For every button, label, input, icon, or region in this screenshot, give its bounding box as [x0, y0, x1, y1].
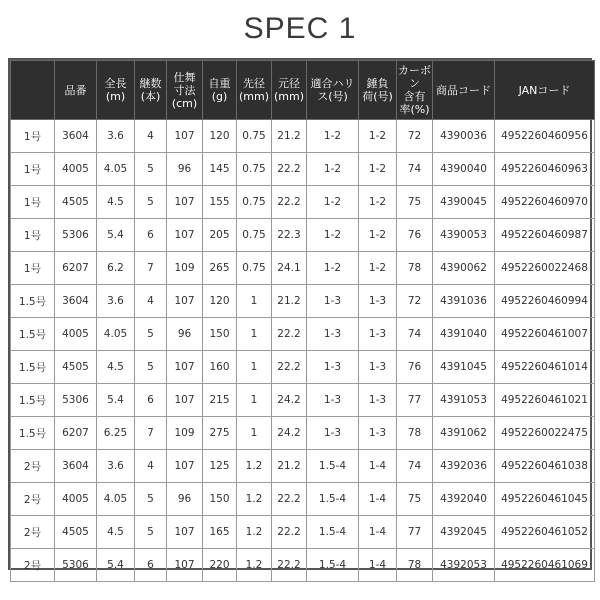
- table-cell: 1-4: [359, 483, 397, 516]
- table-cell: 4391036: [433, 285, 495, 318]
- table-cell: 24.2: [272, 384, 307, 417]
- column-header: 自重 (g): [203, 61, 237, 120]
- table-cell: 6207: [55, 417, 97, 450]
- table-cell: 145: [203, 153, 237, 186]
- table-cell: 7: [135, 252, 167, 285]
- table-cell: 150: [203, 318, 237, 351]
- table-cell: 120: [203, 285, 237, 318]
- table-cell: 165: [203, 516, 237, 549]
- table-cell: 1: [237, 384, 272, 417]
- table-cell: 1-3: [307, 384, 359, 417]
- table-cell: 4391040: [433, 318, 495, 351]
- page-title: SPEC 1: [243, 12, 357, 45]
- table-cell: 155: [203, 186, 237, 219]
- table-cell: 1.5-4: [307, 450, 359, 483]
- table-cell: 1.5号: [11, 318, 55, 351]
- table-cell: 3.6: [97, 120, 135, 153]
- table-cell: 96: [167, 153, 203, 186]
- table-cell: 1-3: [359, 285, 397, 318]
- table-cell: 1号: [11, 120, 55, 153]
- table-cell: 78: [397, 417, 433, 450]
- table-cell: 1-2: [359, 120, 397, 153]
- table-cell: 22.2: [272, 549, 307, 582]
- table-row: [11, 417, 595, 450]
- table-cell: 75: [397, 186, 433, 219]
- table-cell: 1-2: [307, 219, 359, 252]
- table-cell: 21.2: [272, 120, 307, 153]
- table-cell: 6207: [55, 252, 97, 285]
- table-cell: 150: [203, 483, 237, 516]
- table-cell: 76: [397, 219, 433, 252]
- table-row: [11, 153, 595, 186]
- table-cell: 4391045: [433, 351, 495, 384]
- table-cell: 1: [237, 417, 272, 450]
- table-cell: 5: [135, 483, 167, 516]
- table-cell: 1-4: [359, 549, 397, 582]
- table-cell: 107: [167, 351, 203, 384]
- table-cell: 4952260461045: [495, 483, 595, 516]
- table-cell: 1-2: [359, 186, 397, 219]
- table-cell: 1.2: [237, 516, 272, 549]
- table-cell: 3.6: [97, 285, 135, 318]
- table-cell: 96: [167, 483, 203, 516]
- table-cell: 4952260460970: [495, 186, 595, 219]
- table-cell: 1: [237, 318, 272, 351]
- table-row: [11, 516, 595, 549]
- table-cell: 1号: [11, 186, 55, 219]
- table-cell: 21.2: [272, 450, 307, 483]
- table-cell: 1.2: [237, 450, 272, 483]
- table-cell: 0.75: [237, 120, 272, 153]
- table-row: [11, 351, 595, 384]
- table-cell: 1.5号: [11, 285, 55, 318]
- table-cell: 1-3: [359, 351, 397, 384]
- table-cell: 1-4: [359, 450, 397, 483]
- table-cell: 4.05: [97, 153, 135, 186]
- table-row: [11, 384, 595, 417]
- column-header: 仕舞 寸法 (cm): [167, 61, 203, 120]
- table-cell: 1-2: [359, 252, 397, 285]
- table-cell: 76: [397, 351, 433, 384]
- table-cell: 1.5号: [11, 384, 55, 417]
- table-body: [11, 120, 595, 582]
- table-cell: 4: [135, 285, 167, 318]
- table-cell: 21.2: [272, 285, 307, 318]
- table-cell: 74: [397, 318, 433, 351]
- table-cell: 5: [135, 153, 167, 186]
- table-cell: 6.25: [97, 417, 135, 450]
- table-cell: 4952260022468: [495, 252, 595, 285]
- table-cell: 205: [203, 219, 237, 252]
- table-cell: 107: [167, 549, 203, 582]
- table-cell: 4390062: [433, 252, 495, 285]
- table-cell: 2号: [11, 516, 55, 549]
- table-cell: 22.2: [272, 318, 307, 351]
- table-cell: 0.75: [237, 153, 272, 186]
- table-cell: 4505: [55, 516, 97, 549]
- table-cell: 1.5-4: [307, 516, 359, 549]
- table-cell: 120: [203, 120, 237, 153]
- table-cell: 77: [397, 384, 433, 417]
- table-cell: 109: [167, 252, 203, 285]
- table-cell: 3604: [55, 450, 97, 483]
- table-cell: 2号: [11, 483, 55, 516]
- table-cell: 3604: [55, 120, 97, 153]
- table-cell: 3604: [55, 285, 97, 318]
- table-cell: 22.2: [272, 516, 307, 549]
- table-cell: 77: [397, 516, 433, 549]
- table-cell: 4952260461014: [495, 351, 595, 384]
- table-cell: 4952260461007: [495, 318, 595, 351]
- table-cell: 72: [397, 120, 433, 153]
- table-cell: 1-2: [307, 153, 359, 186]
- table-cell: 74: [397, 153, 433, 186]
- table-cell: 4390036: [433, 120, 495, 153]
- table-cell: 4: [135, 120, 167, 153]
- table-cell: 24.2: [272, 417, 307, 450]
- table-cell: 160: [203, 351, 237, 384]
- table-cell: 1-3: [359, 417, 397, 450]
- table-cell: 4390053: [433, 219, 495, 252]
- table-cell: 4.05: [97, 483, 135, 516]
- table-cell: 4952260461052: [495, 516, 595, 549]
- table-cell: 22.2: [272, 153, 307, 186]
- table-cell: 0.75: [237, 186, 272, 219]
- table-cell: 4392053: [433, 549, 495, 582]
- table-cell: 4391062: [433, 417, 495, 450]
- column-header: 元径 (mm): [272, 61, 307, 120]
- column-header: 錘負 荷(号): [359, 61, 397, 120]
- table-cell: 4005: [55, 153, 97, 186]
- table-cell: 1: [237, 351, 272, 384]
- table-row: [11, 252, 595, 285]
- table-cell: 1-3: [359, 384, 397, 417]
- table-cell: 4505: [55, 186, 97, 219]
- table-row: [11, 318, 595, 351]
- table-cell: 4952260461069: [495, 549, 595, 582]
- table-cell: 6: [135, 384, 167, 417]
- table-cell: 1-3: [359, 318, 397, 351]
- table-cell: 74: [397, 450, 433, 483]
- column-header: 品番: [55, 61, 97, 120]
- table-cell: 1-3: [307, 318, 359, 351]
- table-cell: 1号: [11, 219, 55, 252]
- table-row: [11, 219, 595, 252]
- table-header-row: [11, 61, 595, 120]
- table-cell: 24.1: [272, 252, 307, 285]
- table-cell: 1-2: [359, 219, 397, 252]
- table-cell: 275: [203, 417, 237, 450]
- table-cell: 22.3: [272, 219, 307, 252]
- table-cell: 1-2: [359, 153, 397, 186]
- table-cell: 72: [397, 285, 433, 318]
- table-cell: 78: [397, 549, 433, 582]
- table-cell: 5306: [55, 549, 97, 582]
- table-cell: 5: [135, 351, 167, 384]
- column-header: 適合ハリ ス(号): [307, 61, 359, 120]
- table-cell: 107: [167, 516, 203, 549]
- table-cell: 75: [397, 483, 433, 516]
- table-cell: 107: [167, 120, 203, 153]
- table-cell: 1-3: [307, 285, 359, 318]
- table-cell: 4.05: [97, 318, 135, 351]
- table-cell: 1.5-4: [307, 483, 359, 516]
- table-cell: 1-2: [307, 186, 359, 219]
- table-cell: 107: [167, 186, 203, 219]
- column-header: カーボン 含有 率(%): [397, 61, 433, 120]
- table-cell: 4952260460963: [495, 153, 595, 186]
- table-cell: 4392036: [433, 450, 495, 483]
- table-cell: 2号: [11, 549, 55, 582]
- table-cell: 7: [135, 417, 167, 450]
- table-cell: 5306: [55, 219, 97, 252]
- table-cell: 1-2: [307, 252, 359, 285]
- table-cell: 4392045: [433, 516, 495, 549]
- table-cell: 109: [167, 417, 203, 450]
- table-cell: 5: [135, 318, 167, 351]
- table-cell: 107: [167, 219, 203, 252]
- table-cell: 1.2: [237, 549, 272, 582]
- table-cell: 3.6: [97, 450, 135, 483]
- table-cell: 0.75: [237, 219, 272, 252]
- table-cell: 265: [203, 252, 237, 285]
- table-cell: 220: [203, 549, 237, 582]
- table-cell: 5306: [55, 384, 97, 417]
- table-cell: 78: [397, 252, 433, 285]
- table-cell: 5.4: [97, 219, 135, 252]
- table-cell: 2号: [11, 450, 55, 483]
- table-cell: 22.2: [272, 186, 307, 219]
- table-cell: 5.4: [97, 384, 135, 417]
- table-cell: 4952260460987: [495, 219, 595, 252]
- table-cell: 1号: [11, 252, 55, 285]
- table-cell: 6: [135, 549, 167, 582]
- table-cell: 96: [167, 318, 203, 351]
- table-cell: 1.5-4: [307, 549, 359, 582]
- column-header: JANコード: [495, 61, 595, 120]
- table-cell: 22.2: [272, 483, 307, 516]
- table-row: [11, 549, 595, 582]
- table-cell: 4390040: [433, 153, 495, 186]
- table-cell: 4: [135, 450, 167, 483]
- table-cell: 1.5号: [11, 417, 55, 450]
- table-cell: 1.2: [237, 483, 272, 516]
- table-row: [11, 450, 595, 483]
- table-cell: 215: [203, 384, 237, 417]
- table-cell: 1-3: [307, 351, 359, 384]
- column-header: 継数 (本): [135, 61, 167, 120]
- table-cell: 1.5号: [11, 351, 55, 384]
- column-header: 商品コード: [433, 61, 495, 120]
- table-cell: 1号: [11, 153, 55, 186]
- table-cell: 1-3: [307, 417, 359, 450]
- table-cell: 4392040: [433, 483, 495, 516]
- table-cell: 6.2: [97, 252, 135, 285]
- table-cell: 4952260461038: [495, 450, 595, 483]
- table-cell: 4005: [55, 483, 97, 516]
- table-cell: 1-2: [307, 120, 359, 153]
- table-cell: 4952260022475: [495, 417, 595, 450]
- table-cell: 4.5: [97, 516, 135, 549]
- table-cell: 4952260460994: [495, 285, 595, 318]
- table-cell: 125: [203, 450, 237, 483]
- table-cell: 6: [135, 219, 167, 252]
- table-cell: 22.2: [272, 351, 307, 384]
- column-header: [11, 61, 55, 120]
- table-cell: 4391053: [433, 384, 495, 417]
- table-cell: 4505: [55, 351, 97, 384]
- table-cell: 107: [167, 450, 203, 483]
- table-row: [11, 285, 595, 318]
- table-cell: 4952260461021: [495, 384, 595, 417]
- table-cell: 5.4: [97, 549, 135, 582]
- spec-table-container: [8, 58, 592, 570]
- table-cell: 4952260460956: [495, 120, 595, 153]
- table-cell: 4005: [55, 318, 97, 351]
- table-cell: 1: [237, 285, 272, 318]
- column-header: 全長 (m): [97, 61, 135, 120]
- table-cell: 5: [135, 516, 167, 549]
- table-row: [11, 186, 595, 219]
- table-row: [11, 120, 595, 153]
- table-row: [11, 483, 595, 516]
- table-cell: 107: [167, 285, 203, 318]
- spec-table: [10, 60, 595, 582]
- table-cell: 107: [167, 384, 203, 417]
- table-cell: 5: [135, 186, 167, 219]
- table-cell: 4.5: [97, 186, 135, 219]
- column-header: 先径 (mm): [237, 61, 272, 120]
- table-cell: 4390045: [433, 186, 495, 219]
- table-cell: 1-4: [359, 516, 397, 549]
- table-cell: 0.75: [237, 252, 272, 285]
- table-cell: 4.5: [97, 351, 135, 384]
